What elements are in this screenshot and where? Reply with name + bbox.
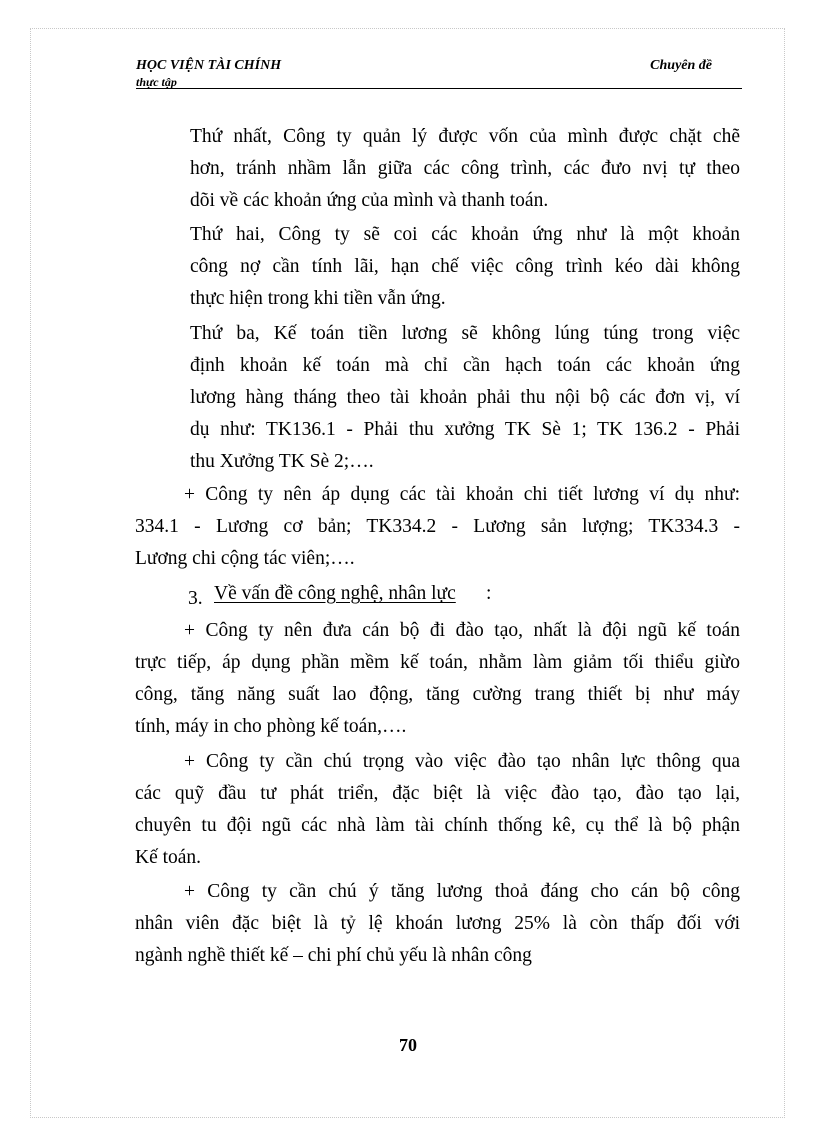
section-title [214, 584, 456, 604]
p6-line-3: chuyên tu đội ngũ các nhà làm tài chính thống kê, cụ thể là bộ phận [135, 815, 740, 836]
p3-line-5: thu Xưởng TK Sè 2;…. [190, 451, 374, 472]
p6-line-2: các quỹ đầu tư phát triển, đặc biệt là việc đào tạo, đào tạo lại, [135, 783, 740, 804]
header-institution-subline: thực tập [136, 75, 177, 89]
p2-line-1: Thứ hai, Công ty sẽ coi các khoản ứng như là một khoản [190, 224, 740, 245]
header-rule [136, 88, 742, 89]
p6-line-1: + Công ty cần chú trọng vào việc đào tạo nhân lực thông qua [184, 751, 740, 772]
section-number: 3. [188, 588, 203, 609]
p4-line-1: + Công ty nên áp dụng các tài khoản chi tiết lương ví dụ như: [184, 484, 740, 505]
p7-line-1: + Công ty cần chú ý tăng lương thoả đáng cho cán bộ công [184, 881, 740, 902]
p3-line-4: dụ như: TK136.1 - Phải thu xưởng TK Sè 1; TK 136.2 - Phải [190, 419, 740, 440]
p3-line-3: lương hàng tháng theo tài khoản phải thu nội bộ các đơn vị, ví [190, 387, 740, 408]
header-document-type: Chuyên đề [650, 58, 712, 73]
p7-line-3: ngành nghề thiết kế – chi phí chủ yếu là nhân công [135, 945, 532, 966]
p5-line-2: trực tiếp, áp dụng phần mềm kế toán, nhằm làm giảm tối thiểu giừo [135, 652, 740, 673]
p1-line-3: dõi về các khoản ứng của mình và thanh toán. [190, 190, 549, 211]
p5-line-1: + Công ty nên đưa cán bộ đi đào tạo, nhất là đội ngũ kế toán [184, 620, 740, 641]
header-institution [136, 58, 282, 89]
p6-line-4: Kế toán. [135, 847, 202, 868]
p3-line-1: Thứ ba, Kế toán tiền lương sẽ không lúng túng trong việc [190, 323, 740, 344]
p1-line-2: hơn, tránh nhầm lẫn giữa các công trình, các đưo nvị tự theo [190, 158, 740, 179]
section-title-colon: : [486, 583, 492, 604]
page-header [136, 58, 742, 94]
p7-line-2: nhân viên đặc biệt là tỷ lệ khoán lương 25% là còn thấp đối với [135, 913, 740, 934]
p5-line-4: tính, máy in cho phòng kế toán,…. [135, 716, 407, 737]
p4-line-2: 334.1 - Lương cơ bản; TK334.2 - Lương sản lượng; TK334.3 - [135, 516, 740, 537]
section-title-text: Về vấn đề công nghệ, nhân lực [214, 583, 456, 604]
p3-line-2: định khoản kế toán mà chỉ cần hạch toán các khoản ứng [190, 355, 740, 376]
p5-line-3: công, tăng năng suất lao động, tăng cường trang thiết bị như máy [135, 684, 740, 705]
p1-line-1: Thứ nhất, Công ty quản lý được vốn của mình được chặt chẽ [190, 126, 740, 147]
p2-line-2: công nợ cần tính lãi, hạn chế việc công trình kéo dài không [190, 256, 740, 277]
p4-line-3: Lương chi cộng tác viên;…. [135, 548, 355, 569]
p2-line-3: thực hiện trong khi tiền vẫn ứng. [190, 288, 446, 309]
header-institution-name: HỌC VIỆN TÀI CHÍNH [136, 58, 282, 73]
page-number: 70 [399, 1035, 417, 1055]
